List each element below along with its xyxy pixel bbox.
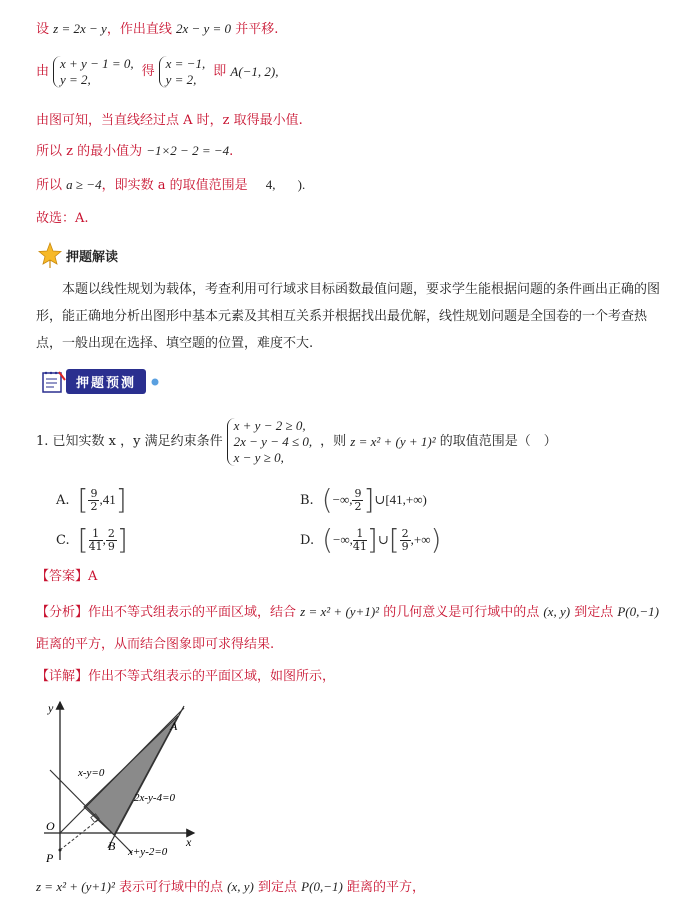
- solution-line-3: 由图可知，当直线经过点 A 时，z 取得最小值.: [36, 113, 303, 128]
- bracket: ]: [363, 483, 375, 516]
- prediction-title: 押题预测: [66, 369, 146, 394]
- equation: x = −1,: [165, 56, 206, 71]
- numerator: 1: [89, 528, 103, 541]
- math: −1×2 − 2 = −4: [146, 143, 230, 158]
- equation-system-2: [159, 56, 210, 88]
- point-P: [59, 849, 62, 852]
- option-C[interactable]: [56, 523, 128, 556]
- bracket: [: [388, 523, 400, 556]
- equation: x + y − 1 = 0,: [60, 56, 134, 71]
- text: 得: [141, 64, 155, 79]
- option-A[interactable]: [56, 483, 127, 516]
- solution-line-2: [36, 56, 279, 88]
- label-O: O: [46, 819, 55, 833]
- range-value: 4,: [265, 177, 276, 192]
- text: 所以: [36, 178, 63, 193]
- fraction: [89, 528, 103, 553]
- label-x: x: [186, 835, 192, 849]
- range-close: ).: [297, 177, 306, 192]
- fraction: [353, 528, 367, 553]
- last-line: [36, 878, 425, 897]
- label-y: y: [48, 701, 54, 715]
- dot-icon: [150, 377, 160, 387]
- denominator: 2: [354, 499, 362, 513]
- text: 即: [213, 64, 227, 79]
- math: (x, y): [543, 604, 571, 619]
- text: 到定点: [258, 880, 298, 895]
- bracket: (: [321, 483, 333, 516]
- text: 表示可行域中的点: [119, 880, 224, 895]
- option-text: −∞,: [333, 532, 353, 547]
- text: ，则: [320, 434, 347, 449]
- math: P(0,−1): [301, 879, 343, 894]
- bracket: ]: [116, 523, 128, 556]
- point-A: A(−1, 2),: [230, 64, 279, 79]
- numerator: 2: [107, 526, 115, 540]
- question-stem: [36, 418, 557, 466]
- math: z = 2x − y: [53, 21, 107, 36]
- math: 2x − y = 0: [175, 21, 232, 36]
- analysis-label: 【分析】: [36, 605, 89, 620]
- fraction: [352, 488, 363, 513]
- solution-line-6: 故选：A.: [36, 211, 89, 226]
- answer-label: 【答案】A: [36, 569, 98, 584]
- equation-system-1: [53, 56, 138, 88]
- denominator: 9: [107, 539, 115, 553]
- text: 距离的平方，: [346, 880, 425, 895]
- text: 的取值范围是（ ）: [439, 434, 557, 449]
- numerator: 1: [353, 528, 367, 541]
- denominator: 2: [90, 499, 98, 513]
- detail-line: [36, 668, 335, 686]
- fraction: [400, 528, 411, 553]
- text: 到定点: [574, 605, 614, 620]
- bracket: [: [77, 483, 89, 516]
- constraint: x − y ≥ 0,: [233, 450, 284, 465]
- text: 所以 z 的最小值为: [36, 144, 143, 159]
- interpretation-body: 本题以线性规划为载体，考查利用可行域求目标函数最值问题，要求学生能根据问题的条件画出正确的图形，能正确地分析出图形中基本元素及其相互关系并根据找出最优解，线性规划问题是全国卷的一个考查热点，一般出现在选择、填空题的位置，难度不大.: [36, 282, 661, 351]
- denominator: 9: [401, 539, 409, 553]
- option-D[interactable]: [300, 523, 442, 556]
- question-number: 1.: [36, 434, 49, 449]
- label-line-2x-minus-y-minus-4: 2x-y-4=0: [134, 792, 176, 804]
- star-icon: [38, 242, 62, 268]
- constraint: x + y − 2 ≥ 0,: [233, 418, 306, 433]
- label-P: P: [46, 851, 54, 865]
- text: ，作出直线: [106, 22, 172, 37]
- math: z = x² + (y+1)²: [36, 879, 115, 894]
- text: 作出不等式组表示的平面区域，如图所示，: [88, 669, 336, 684]
- objective: z = x² + (y + 1)²: [350, 434, 436, 449]
- label-line-x-minus-y: x-y=0: [78, 767, 105, 779]
- denominator: 41: [88, 539, 103, 553]
- fraction: [88, 488, 99, 513]
- text: 作出不等式组表示的平面区域，结合: [88, 605, 297, 620]
- bracket: [: [77, 523, 89, 556]
- option-label: A.: [56, 492, 70, 508]
- math: a ≥ −4: [66, 177, 102, 192]
- option-text: ,+∞: [410, 532, 431, 547]
- equation: y = 2,: [60, 72, 91, 87]
- text: 并平移.: [235, 22, 279, 37]
- bracket: (: [322, 523, 334, 556]
- label-A: A: [170, 719, 178, 733]
- option-text: ,41: [99, 492, 116, 507]
- text: 设: [36, 22, 50, 37]
- option-label: C.: [56, 532, 70, 548]
- text: 由: [36, 64, 50, 79]
- solution-line-5: [36, 176, 305, 195]
- constraint: 2x − y − 4 ≤ 0,: [233, 434, 313, 449]
- option-label: D.: [300, 532, 315, 548]
- option-B[interactable]: [300, 483, 427, 516]
- text: 的几何意义是可行域中的点: [383, 605, 540, 620]
- math: P(0,−1): [617, 604, 659, 619]
- bracket: ): [430, 523, 442, 556]
- dashed-segment: [60, 820, 98, 850]
- fraction: [106, 528, 117, 553]
- numerator: 2: [401, 526, 409, 540]
- numerator: 9: [354, 486, 362, 500]
- denominator: 41: [352, 539, 367, 553]
- numerator: 9: [90, 486, 98, 500]
- label-B: B: [108, 839, 116, 853]
- option-label: B.: [300, 492, 314, 508]
- prediction-heading: [40, 369, 160, 394]
- option-text: −∞,: [332, 492, 353, 507]
- notebook-icon: [40, 370, 66, 394]
- comma: ,: [102, 532, 106, 547]
- bracket: ]: [115, 483, 127, 516]
- bracket: ]: [366, 523, 378, 556]
- union: ∪: [377, 532, 389, 547]
- equation: y = 2,: [165, 72, 197, 87]
- math: (x, y): [227, 879, 254, 894]
- option-text: ∪[41,+∞): [374, 492, 427, 507]
- text: .: [229, 144, 234, 159]
- analysis-line: [36, 603, 659, 622]
- label-line-x-plus-y-minus-2: x+y-2=0: [128, 846, 168, 858]
- text: 已知实数 x ，y 满足约束条件: [52, 434, 223, 449]
- interpretation-title: 押题解读: [66, 249, 119, 265]
- solution-line-4: [36, 142, 233, 161]
- constraint-system: [227, 418, 316, 466]
- solution-line-1: [36, 20, 278, 39]
- feasible-region-figure: [36, 698, 216, 868]
- interpretation-heading: [38, 242, 118, 268]
- text: ，即实数 a 的取值范围是: [101, 178, 248, 193]
- analysis-line-2: 距离的平方，从而结合图象即可求得结果.: [36, 637, 275, 652]
- math: z = x² + (y+1)²: [300, 604, 380, 619]
- detail-label: 【详解】: [36, 669, 89, 684]
